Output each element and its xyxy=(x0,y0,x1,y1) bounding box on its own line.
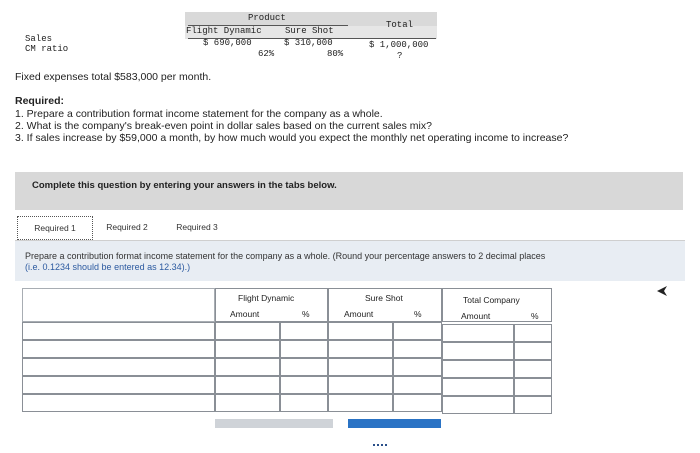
product-header: Product xyxy=(248,13,286,23)
col-total: Total xyxy=(386,20,414,30)
instruction-panel xyxy=(15,172,683,210)
amount-input[interactable] xyxy=(328,322,393,340)
percent-input[interactable] xyxy=(393,394,442,412)
percent-input[interactable] xyxy=(393,322,442,340)
pct-header: % xyxy=(531,311,539,321)
group-sure-shot: Sure Shot xyxy=(365,293,403,303)
percent-input[interactable] xyxy=(280,358,328,376)
question-panel xyxy=(15,241,685,281)
amount-input[interactable] xyxy=(442,396,514,414)
sales-flight: $ 690,000 xyxy=(203,38,252,48)
amount-header: Amount xyxy=(344,309,374,319)
row-label: Sales xyxy=(25,34,53,44)
amount-input[interactable] xyxy=(215,376,280,394)
data-table xyxy=(0,0,700,62)
tab-bar xyxy=(15,212,685,242)
percent-input[interactable] xyxy=(393,340,442,358)
percent-input[interactable] xyxy=(280,340,328,358)
percent-input[interactable] xyxy=(514,360,552,378)
pct-header: % xyxy=(414,309,422,319)
next-nav-button[interactable] xyxy=(348,419,441,428)
required-title: Required: xyxy=(15,95,65,107)
amount-input[interactable] xyxy=(442,360,514,378)
cm-sure: 80% xyxy=(327,49,344,59)
prompt-line-2: (i.e. 0.1234 should be entered as 12.34).) xyxy=(25,262,191,272)
question-2: 2. What is the company's break-even point in dollar sales based on the current sales mix? xyxy=(15,120,432,132)
amount-input[interactable] xyxy=(215,394,280,412)
label-input[interactable] xyxy=(22,340,215,358)
amount-input[interactable] xyxy=(442,324,514,342)
group-total-company: Total Company xyxy=(463,295,520,305)
percent-input[interactable] xyxy=(280,394,328,412)
tab-required-2[interactable]: Required 2 xyxy=(106,222,148,232)
label-input[interactable] xyxy=(22,394,215,412)
instruction-text: Complete this question by entering your answers in the tabs below. xyxy=(32,180,337,191)
percent-input[interactable] xyxy=(514,396,552,414)
percent-input[interactable] xyxy=(280,322,328,340)
sales-total: $ 1,000,000 xyxy=(369,40,429,50)
percent-input[interactable] xyxy=(514,378,552,396)
header-cell xyxy=(22,288,215,322)
group-flight-dynamic: Flight Dynamic xyxy=(238,293,295,303)
cm-flight: 62% xyxy=(258,49,275,59)
col-flight-dynamic: Flight Dynamic xyxy=(186,26,262,36)
amount-input[interactable] xyxy=(442,342,514,360)
amount-input[interactable] xyxy=(328,340,393,358)
label-input[interactable] xyxy=(22,358,215,376)
amount-input[interactable] xyxy=(442,378,514,396)
row-label: CM ratio xyxy=(25,44,69,54)
amount-input[interactable] xyxy=(215,358,280,376)
cursor-icon xyxy=(655,285,669,297)
pct-header: % xyxy=(302,309,310,319)
percent-input[interactable] xyxy=(514,342,552,360)
percent-input[interactable] xyxy=(393,376,442,394)
cm-total: ? xyxy=(397,51,403,61)
prompt-text xyxy=(25,251,675,273)
label-input[interactable] xyxy=(22,376,215,394)
question-3: 3. If sales increase by $59,000 a month, by how much would you expect the monthly net operating income to increase? xyxy=(15,132,569,144)
question-1: 1. Prepare a contribution format income statement for the company as a whole. xyxy=(15,108,383,120)
label-input[interactable] xyxy=(22,322,215,340)
percent-input[interactable] xyxy=(514,324,552,342)
percent-input[interactable] xyxy=(280,376,328,394)
fixed-expenses-text: Fixed expenses total $583,000 per month. xyxy=(15,71,212,83)
tab-required-1[interactable]: Required 1 xyxy=(17,216,93,240)
amount-header: Amount xyxy=(230,309,260,319)
amount-input[interactable] xyxy=(215,322,280,340)
tab-required-3[interactable]: Required 3 xyxy=(176,222,218,232)
amount-header: Amount xyxy=(461,311,491,321)
amount-input[interactable] xyxy=(328,358,393,376)
dots-icon xyxy=(373,444,387,450)
amount-input[interactable] xyxy=(215,340,280,358)
prev-nav-button[interactable] xyxy=(215,419,333,428)
amount-input[interactable] xyxy=(328,376,393,394)
col-sure-shot: Sure Shot xyxy=(285,26,334,36)
sales-sure: $ 310,000 xyxy=(284,38,333,48)
amount-input[interactable] xyxy=(328,394,393,412)
prompt-line-1: Prepare a contribution format income statement for the company as a whole. (Round your percentage answers to 2 decimal places xyxy=(25,251,546,261)
percent-input[interactable] xyxy=(393,358,442,376)
